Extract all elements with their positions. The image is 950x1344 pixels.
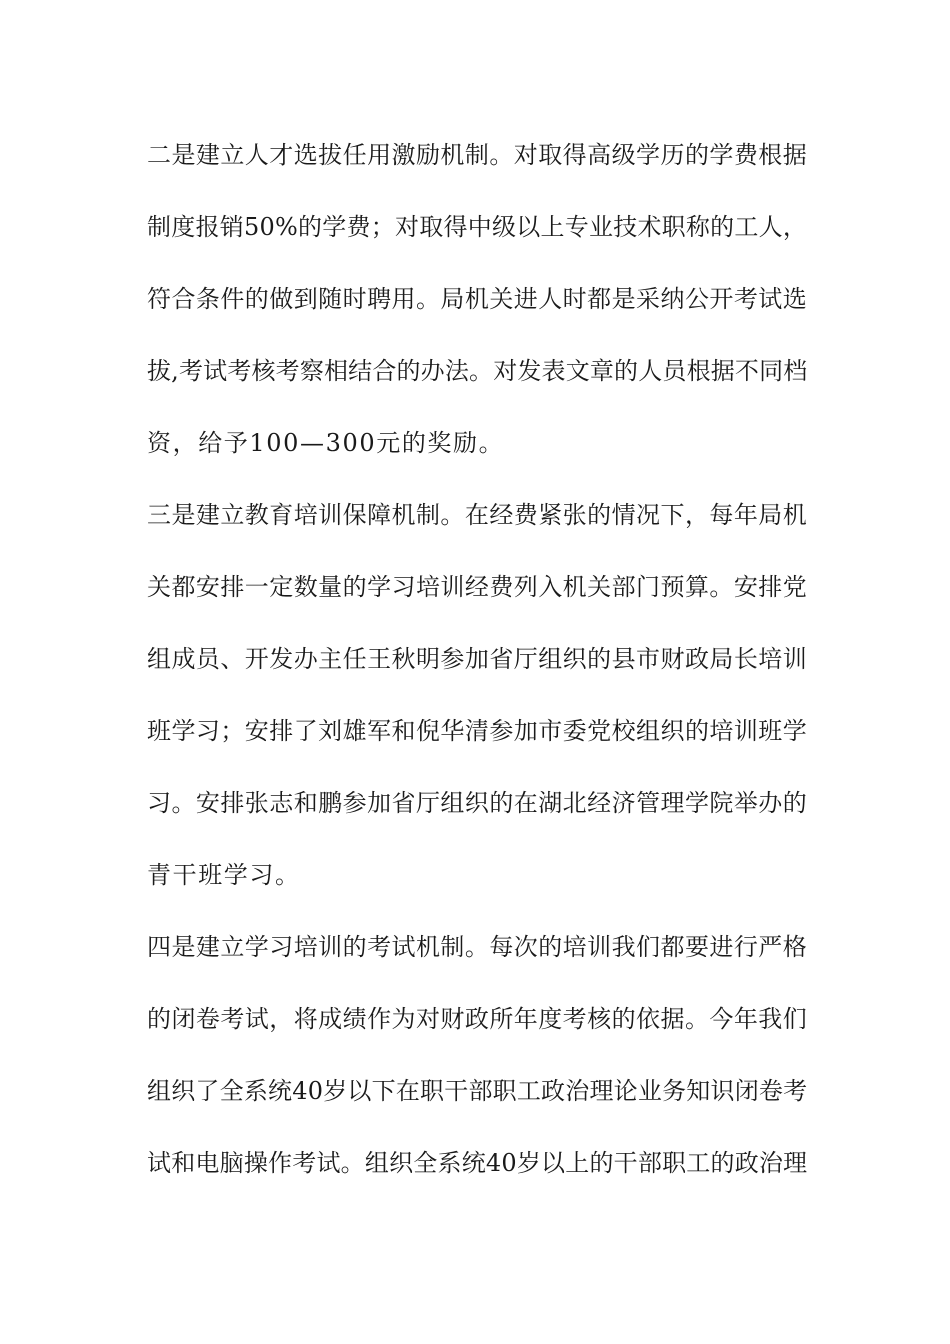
text-line: 组成员、开发办主任王秋明参加省厅组织的县市财政局长培训 xyxy=(147,645,808,673)
text-line: 二是建立人才选拔任用激励机制。对取得高级学历的学费根据 xyxy=(147,141,808,169)
text-line: 习。安排张志和鹏参加省厅组织的在湖北经济管理学院举办的 xyxy=(147,789,808,817)
text-line: 试和电脑操作考试。组织全系统40岁以上的干部职工的政治理 xyxy=(147,1149,808,1177)
text-line: 拔,考试考核考察相结合的办法。对发表文章的人员根据不同档 xyxy=(147,357,808,385)
text-line: 制度报销50%的学费；对取得中级以上专业技术职称的工人， xyxy=(147,213,808,241)
text-line: 青干班学习。 xyxy=(147,861,301,889)
text-line: 四是建立学习培训的考试机制。每次的培训我们都要进行严格 xyxy=(147,933,808,961)
text-line: 的闭卷考试，将成绩作为对财政所年度考核的依据。今年我们 xyxy=(147,1005,808,1033)
text-line: 组织了全系统40岁以下在职干部职工政治理论业务知识闭卷考 xyxy=(147,1077,808,1105)
text-line: 班学习；安排了刘雄军和倪华清参加市委党校组织的培训班学 xyxy=(147,717,808,745)
text-line: 三是建立教育培训保障机制。在经费紧张的情况下，每年局机 xyxy=(147,501,808,529)
text-line: 符合条件的做到随时聘用。局机关进人时都是采纳公开考试选 xyxy=(147,285,808,313)
text-line: 资，给予100—300元的奖励。 xyxy=(147,429,505,457)
text-line: 关都安排一定数量的学习培训经费列入机关部门预算。安排党 xyxy=(147,573,808,601)
